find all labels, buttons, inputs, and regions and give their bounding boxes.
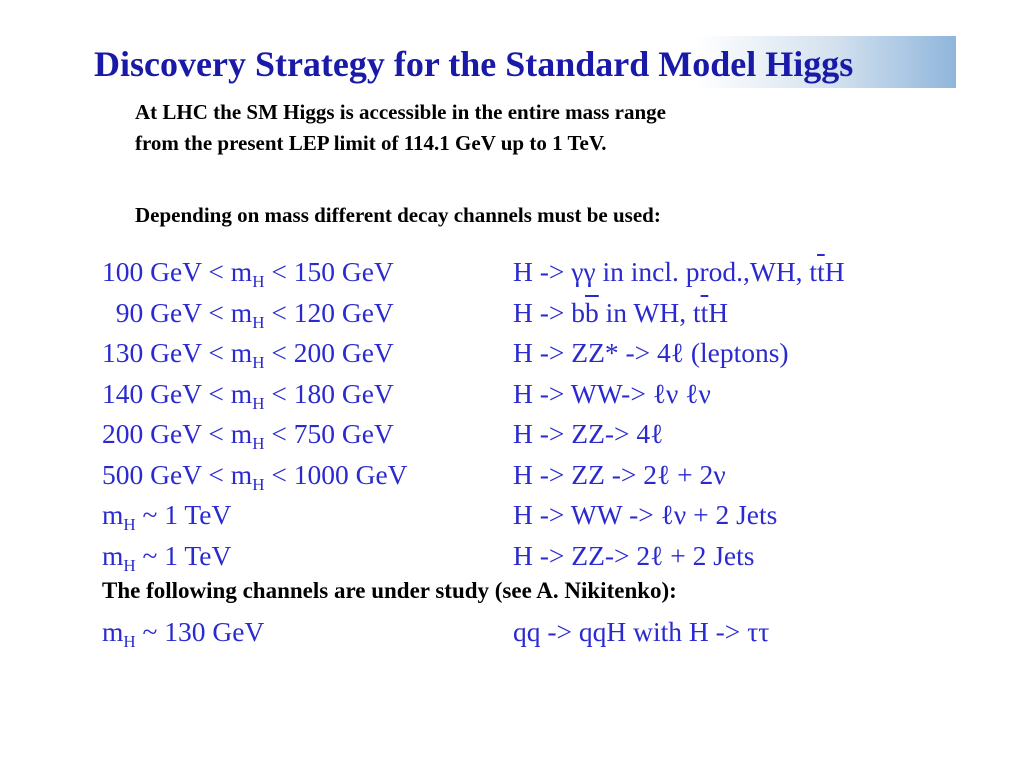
intro-text bbox=[135, 97, 895, 159]
channel-row bbox=[102, 536, 1002, 577]
intro-line: from the present LEP limit of 114.1 GeV up to 1 TeV. bbox=[135, 131, 607, 155]
decay-channel: H -> WW-> ℓν ℓν bbox=[513, 377, 711, 409]
decay-channel: H -> WW -> ℓν + 2 Jets bbox=[513, 499, 778, 530]
channel-table bbox=[102, 252, 1002, 576]
decay-channel: H -> ZZ* -> 4ℓ (leptons) bbox=[513, 337, 789, 368]
mass-range: 130 GeV < $m_H < 200$ GeV bbox=[102, 337, 394, 372]
mass-range: $m_H$ ~ 1 TeV bbox=[102, 499, 232, 534]
channel-row bbox=[102, 333, 1002, 374]
mass-range: 500 GeV < $m_H < 1000$ GeV bbox=[102, 458, 408, 494]
mass-range: 90 GeV < $m_H < 120$ GeV bbox=[102, 296, 394, 332]
channel-row bbox=[102, 374, 1002, 415]
mass-range: $m_H$ ~ 1 TeV bbox=[102, 539, 232, 575]
channel-row bbox=[102, 612, 1002, 653]
study-table bbox=[102, 612, 1002, 653]
intro-line: Depending on mass different decay channels must be used: bbox=[135, 203, 661, 227]
study-note: The following channels are under study (see A. Nikitenko): bbox=[102, 578, 677, 603]
channel-row bbox=[102, 455, 1002, 496]
slide-title: Discovery Strategy for the Standard Model Higgs bbox=[94, 44, 854, 84]
mass-range: $m_H$ ~ 130 GeV bbox=[102, 616, 265, 651]
mass-range: 200 GeV < $m_H < 750$ GeV bbox=[102, 418, 394, 453]
channel-row bbox=[102, 495, 1002, 536]
mass-range: 100 GeV < $m_H < 150$ GeV bbox=[102, 256, 394, 291]
intro-line: At LHC the SM Higgs is accessible in the entire mass range bbox=[135, 100, 666, 124]
decay-channel: H -> γγ in incl. prod.,WH, $t\overline{t}H$ bbox=[513, 256, 845, 287]
decay-channel: $H -> b\overline{b}$ in WH, $t\overline{t}H$ bbox=[513, 296, 729, 328]
intro-text bbox=[135, 200, 895, 231]
channel-row bbox=[102, 252, 1002, 293]
channel-row bbox=[102, 414, 1002, 455]
channel-row bbox=[102, 293, 1002, 334]
mass-range: 140 GeV < $m_H < 180$ GeV bbox=[102, 377, 394, 413]
decay-channel: H -> ZZ-> 4ℓ bbox=[513, 418, 664, 449]
decay-channel: qq -> qqH with H -> ττ bbox=[513, 616, 770, 647]
decay-channel: H -> ZZ-> 2ℓ + 2 Jets bbox=[513, 539, 755, 571]
decay-channel: H -> ZZ -> 2ℓ + 2ν bbox=[513, 458, 726, 490]
